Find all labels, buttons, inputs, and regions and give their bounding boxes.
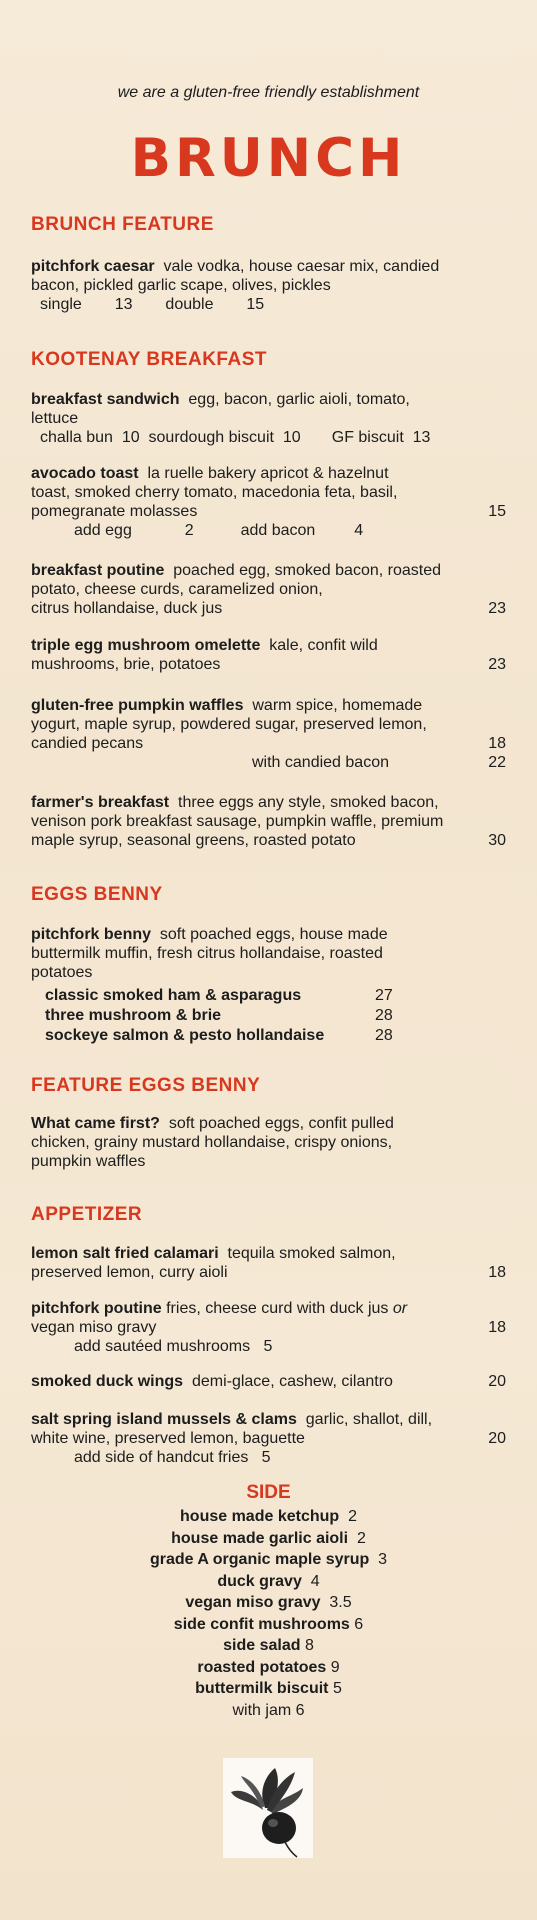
heading-feature-eggs-benny: FEATURE EGGS BENNY xyxy=(31,1075,261,1096)
item-what-came-first: What came first? soft poached eggs, confit pulled chicken, grainy mustard hollandaise, crispy onions, pumpkin waffles xyxy=(31,1115,394,1170)
item-pitchfork-caesar: pitchfork caesar vale vodka, house caesar mix, candied bacon, pickled garlic scape, olives, pickles single 13 double 15 xyxy=(31,258,440,313)
heading-kootenay-breakfast: KOOTENAY BREAKFAST xyxy=(31,349,267,370)
item-avocado-toast: avocado toast la ruelle bakery apricot & hazelnut toast, smoked cherry tomato, macedonia feta, basil, pomegranate molasses 15 add egg 2 add bacon 4 xyxy=(31,465,506,539)
list-item: duck gravy 4 xyxy=(217,1572,320,1590)
page-title: BRUNCH xyxy=(130,128,407,189)
list-item: side salad 8 xyxy=(223,1637,314,1654)
list-item: buttermilk biscuit 5 xyxy=(195,1680,342,1697)
list-item: roasted potatoes 9 xyxy=(197,1658,340,1676)
item-mushroom-omelette: triple egg mushroom omelette kale, confit wild mushrooms, brie, potatoes 23 xyxy=(31,637,506,673)
list-item: sockeye salmon & pesto hollandaise 28 xyxy=(45,1027,393,1044)
list-item: with jam 6 xyxy=(232,1701,305,1719)
item-name: pitchfork caesar xyxy=(31,258,155,275)
tagline: we are a gluten-free friendly establishment xyxy=(117,84,420,101)
item-farmers-breakfast: farmer's breakfast three eggs any style, smoked bacon, venison pork breakfast sausage, pumpkin waffle, premium maple syrup, seasonal greens, roasted potato 30 xyxy=(31,794,506,849)
heading-brunch-feature: BRUNCH FEATURE xyxy=(31,214,214,235)
list-item: grade A organic maple syrup 3 xyxy=(149,1551,388,1568)
list-item: three mushroom & brie 28 xyxy=(45,1007,393,1024)
heading-eggs-benny: EGGS BENNY xyxy=(31,884,163,905)
list-item: house made garlic aioli 2 xyxy=(171,1529,366,1547)
item-breakfast-sandwich: breakfast sandwich egg, bacon, garlic aioli, tomato, lettuce challa bun 10 sourdough biscuit 10 GF biscuit 13 xyxy=(31,391,431,446)
list-item: house made ketchup 2 xyxy=(180,1508,357,1525)
item-smoked-duck-wings: smoked duck wings demi-glace, cashew, cilantro 20 xyxy=(31,1373,506,1390)
list-item: side confit mushrooms 6 xyxy=(173,1615,364,1633)
price: 15 xyxy=(488,503,506,520)
heading-side: SIDE xyxy=(246,1482,291,1503)
heading-appetizer: APPETIZER xyxy=(31,1204,143,1225)
item-mussels-clams: salt spring island mussels & clams garlic, shallot, dill, white wine, preserved lemon, baguette 20 add side of handcut fries 5 xyxy=(31,1411,506,1466)
item-pitchfork-benny: pitchfork benny soft poached eggs, house made buttermilk muffin, fresh citrus hollandaise, roasted potatoes xyxy=(31,926,388,981)
list-item: vegan miso gravy 3.5 xyxy=(185,1594,352,1611)
item-fried-calamari: lemon salt fried calamari tequila smoked salmon, preserved lemon, curry aioli 18 xyxy=(31,1245,506,1281)
item-breakfast-poutine: breakfast poutine poached egg, smoked bacon, roasted potato, cheese curds, caramelized onion, citrus hollandaise, duck jus 23 xyxy=(31,562,506,617)
radish-icon xyxy=(223,1758,313,1858)
benny-options xyxy=(45,986,405,1046)
list-item: classic smoked ham & asparagus 27 xyxy=(45,987,393,1004)
item-pitchfork-poutine: pitchfork poutine fries, cheese curd with duck jus or vegan miso gravy 18 add sautéed mushrooms 5 xyxy=(31,1300,506,1355)
item-pumpkin-waffles: gluten-free pumpkin waffles warm spice, homemade yogurt, maple syrup, powdered sugar, preserved lemon, candied pecans 18 with candied bacon 22 xyxy=(31,697,506,771)
side-list xyxy=(31,1506,506,1721)
